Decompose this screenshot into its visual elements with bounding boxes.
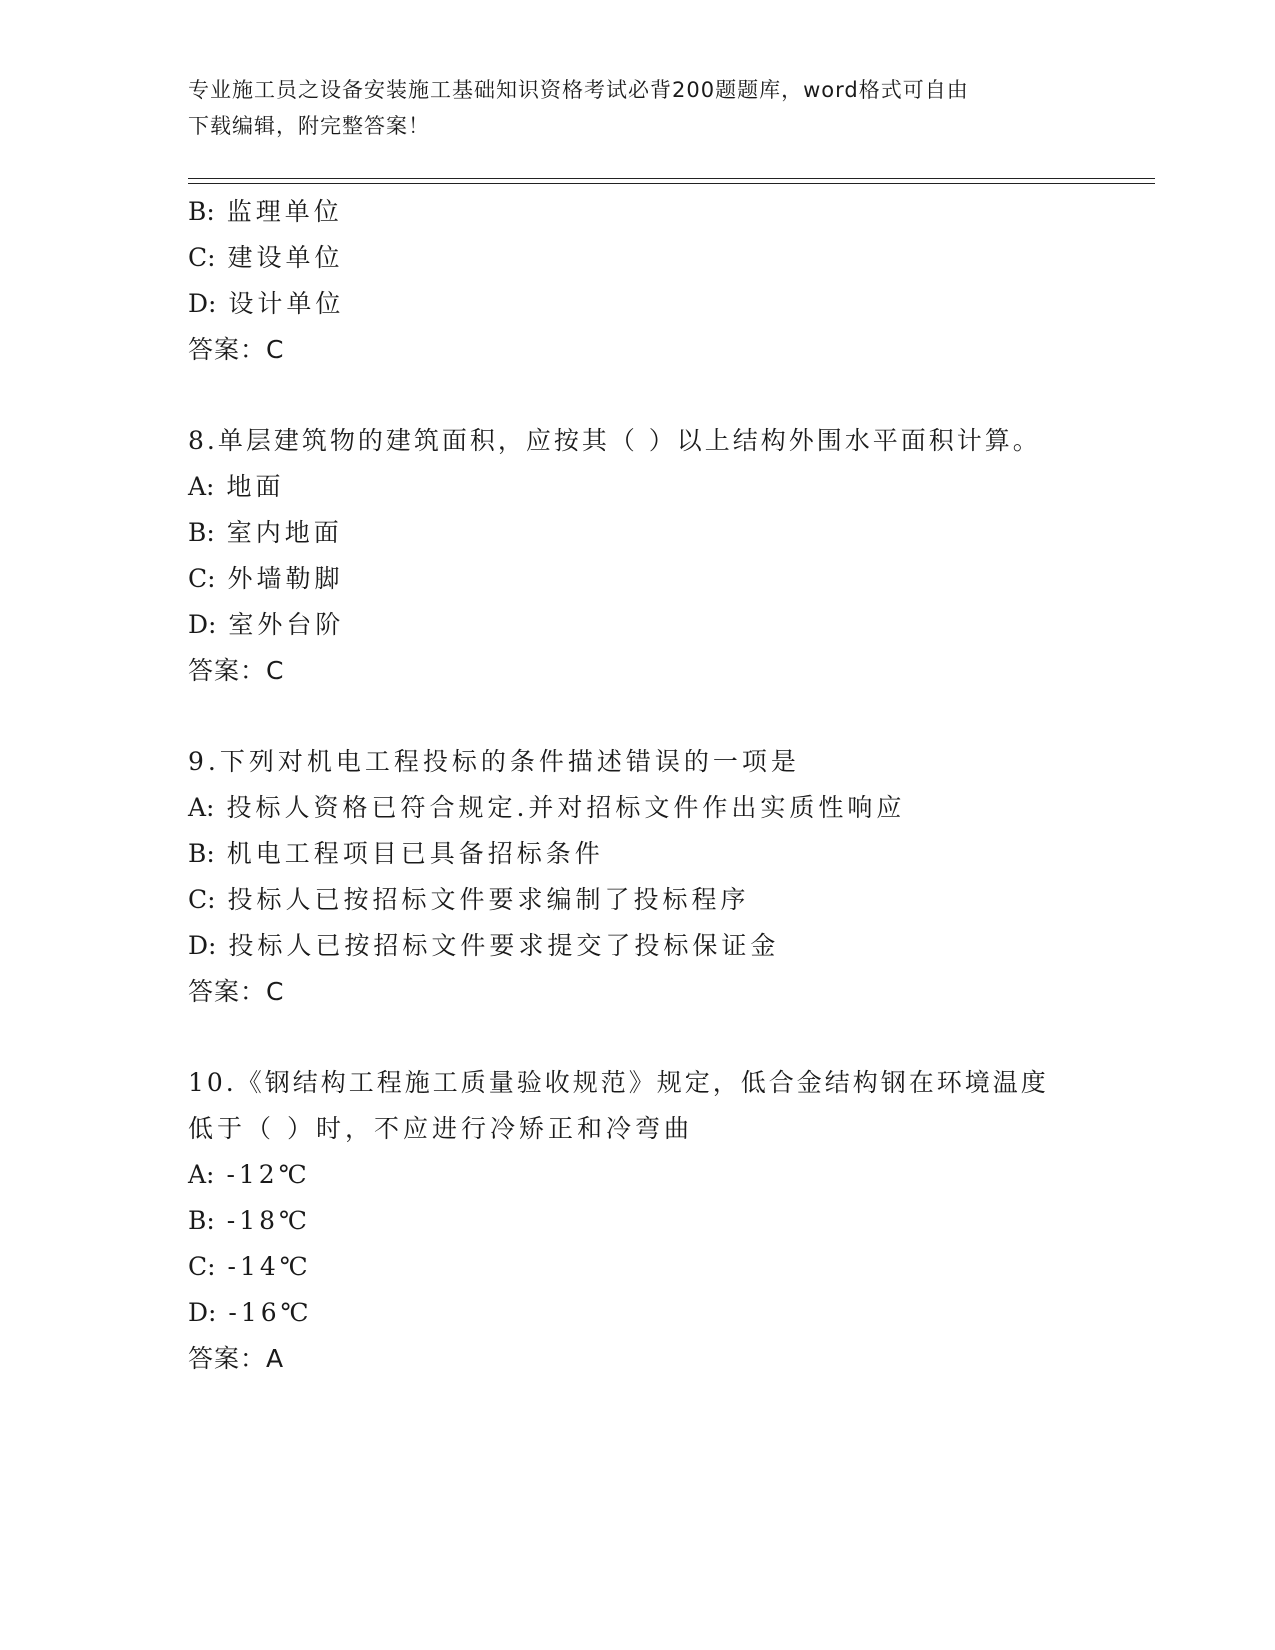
document-header bbox=[188, 72, 1078, 144]
header-title-line-1: 专业施工员之设备安装施工基础知识资格考试必背200题题库，word格式可自由 bbox=[188, 78, 969, 102]
option-d: D: -16℃ bbox=[188, 1298, 313, 1327]
option-c: C: -14℃ bbox=[188, 1252, 312, 1281]
question-9 bbox=[188, 739, 1148, 1015]
question-10 bbox=[188, 1060, 1148, 1382]
question-text-line-1: 10.《钢结构工程施工质量验收规范》规定，低合金结构钢在环境温度 bbox=[188, 1068, 1049, 1097]
question-text: 9.下列对机电工程投标的条件描述错误的一项是 bbox=[188, 747, 800, 776]
option-c: C: 投标人已按招标文件要求编制了投标程序 bbox=[188, 885, 750, 914]
option-d: D: 投标人已按招标文件要求提交了投标保证金 bbox=[188, 931, 780, 960]
option-a: A: 投标人资格已符合规定.并对招标文件作出实质性响应 bbox=[188, 793, 906, 822]
header-divider-top bbox=[188, 178, 1155, 179]
option-b: B: 监理单位 bbox=[188, 197, 343, 226]
option-a: A: 地面 bbox=[188, 472, 285, 501]
option-b: B: -18℃ bbox=[188, 1206, 311, 1235]
answer: 答案：A bbox=[188, 1344, 285, 1373]
question-list bbox=[188, 189, 1148, 1382]
option-d: D: 设计单位 bbox=[188, 289, 345, 318]
answer: 答案：C bbox=[188, 656, 285, 685]
option-c: C: 建设单位 bbox=[188, 243, 344, 272]
option-b: B: 机电工程项目已具备招标条件 bbox=[188, 839, 604, 868]
option-c: C: 外墙勒脚 bbox=[188, 564, 344, 593]
question-text-line-2: 低于（ ）时，不应进行冷矫正和冷弯曲 bbox=[188, 1114, 693, 1143]
header-divider-bottom bbox=[188, 183, 1155, 184]
answer: 答案：C bbox=[188, 335, 285, 364]
question-prev bbox=[188, 189, 1148, 373]
option-b: B: 室内地面 bbox=[188, 518, 343, 547]
option-d: D: 室外台阶 bbox=[188, 610, 345, 639]
question-8 bbox=[188, 418, 1148, 694]
header-title-line-2: 下载编辑，附完整答案！ bbox=[188, 114, 430, 138]
answer: 答案：C bbox=[188, 977, 285, 1006]
question-text: 8.单层建筑物的建筑面积，应按其（ ）以上结构外围水平面积计算。 bbox=[188, 426, 1041, 455]
option-a: A: -12℃ bbox=[188, 1160, 311, 1189]
